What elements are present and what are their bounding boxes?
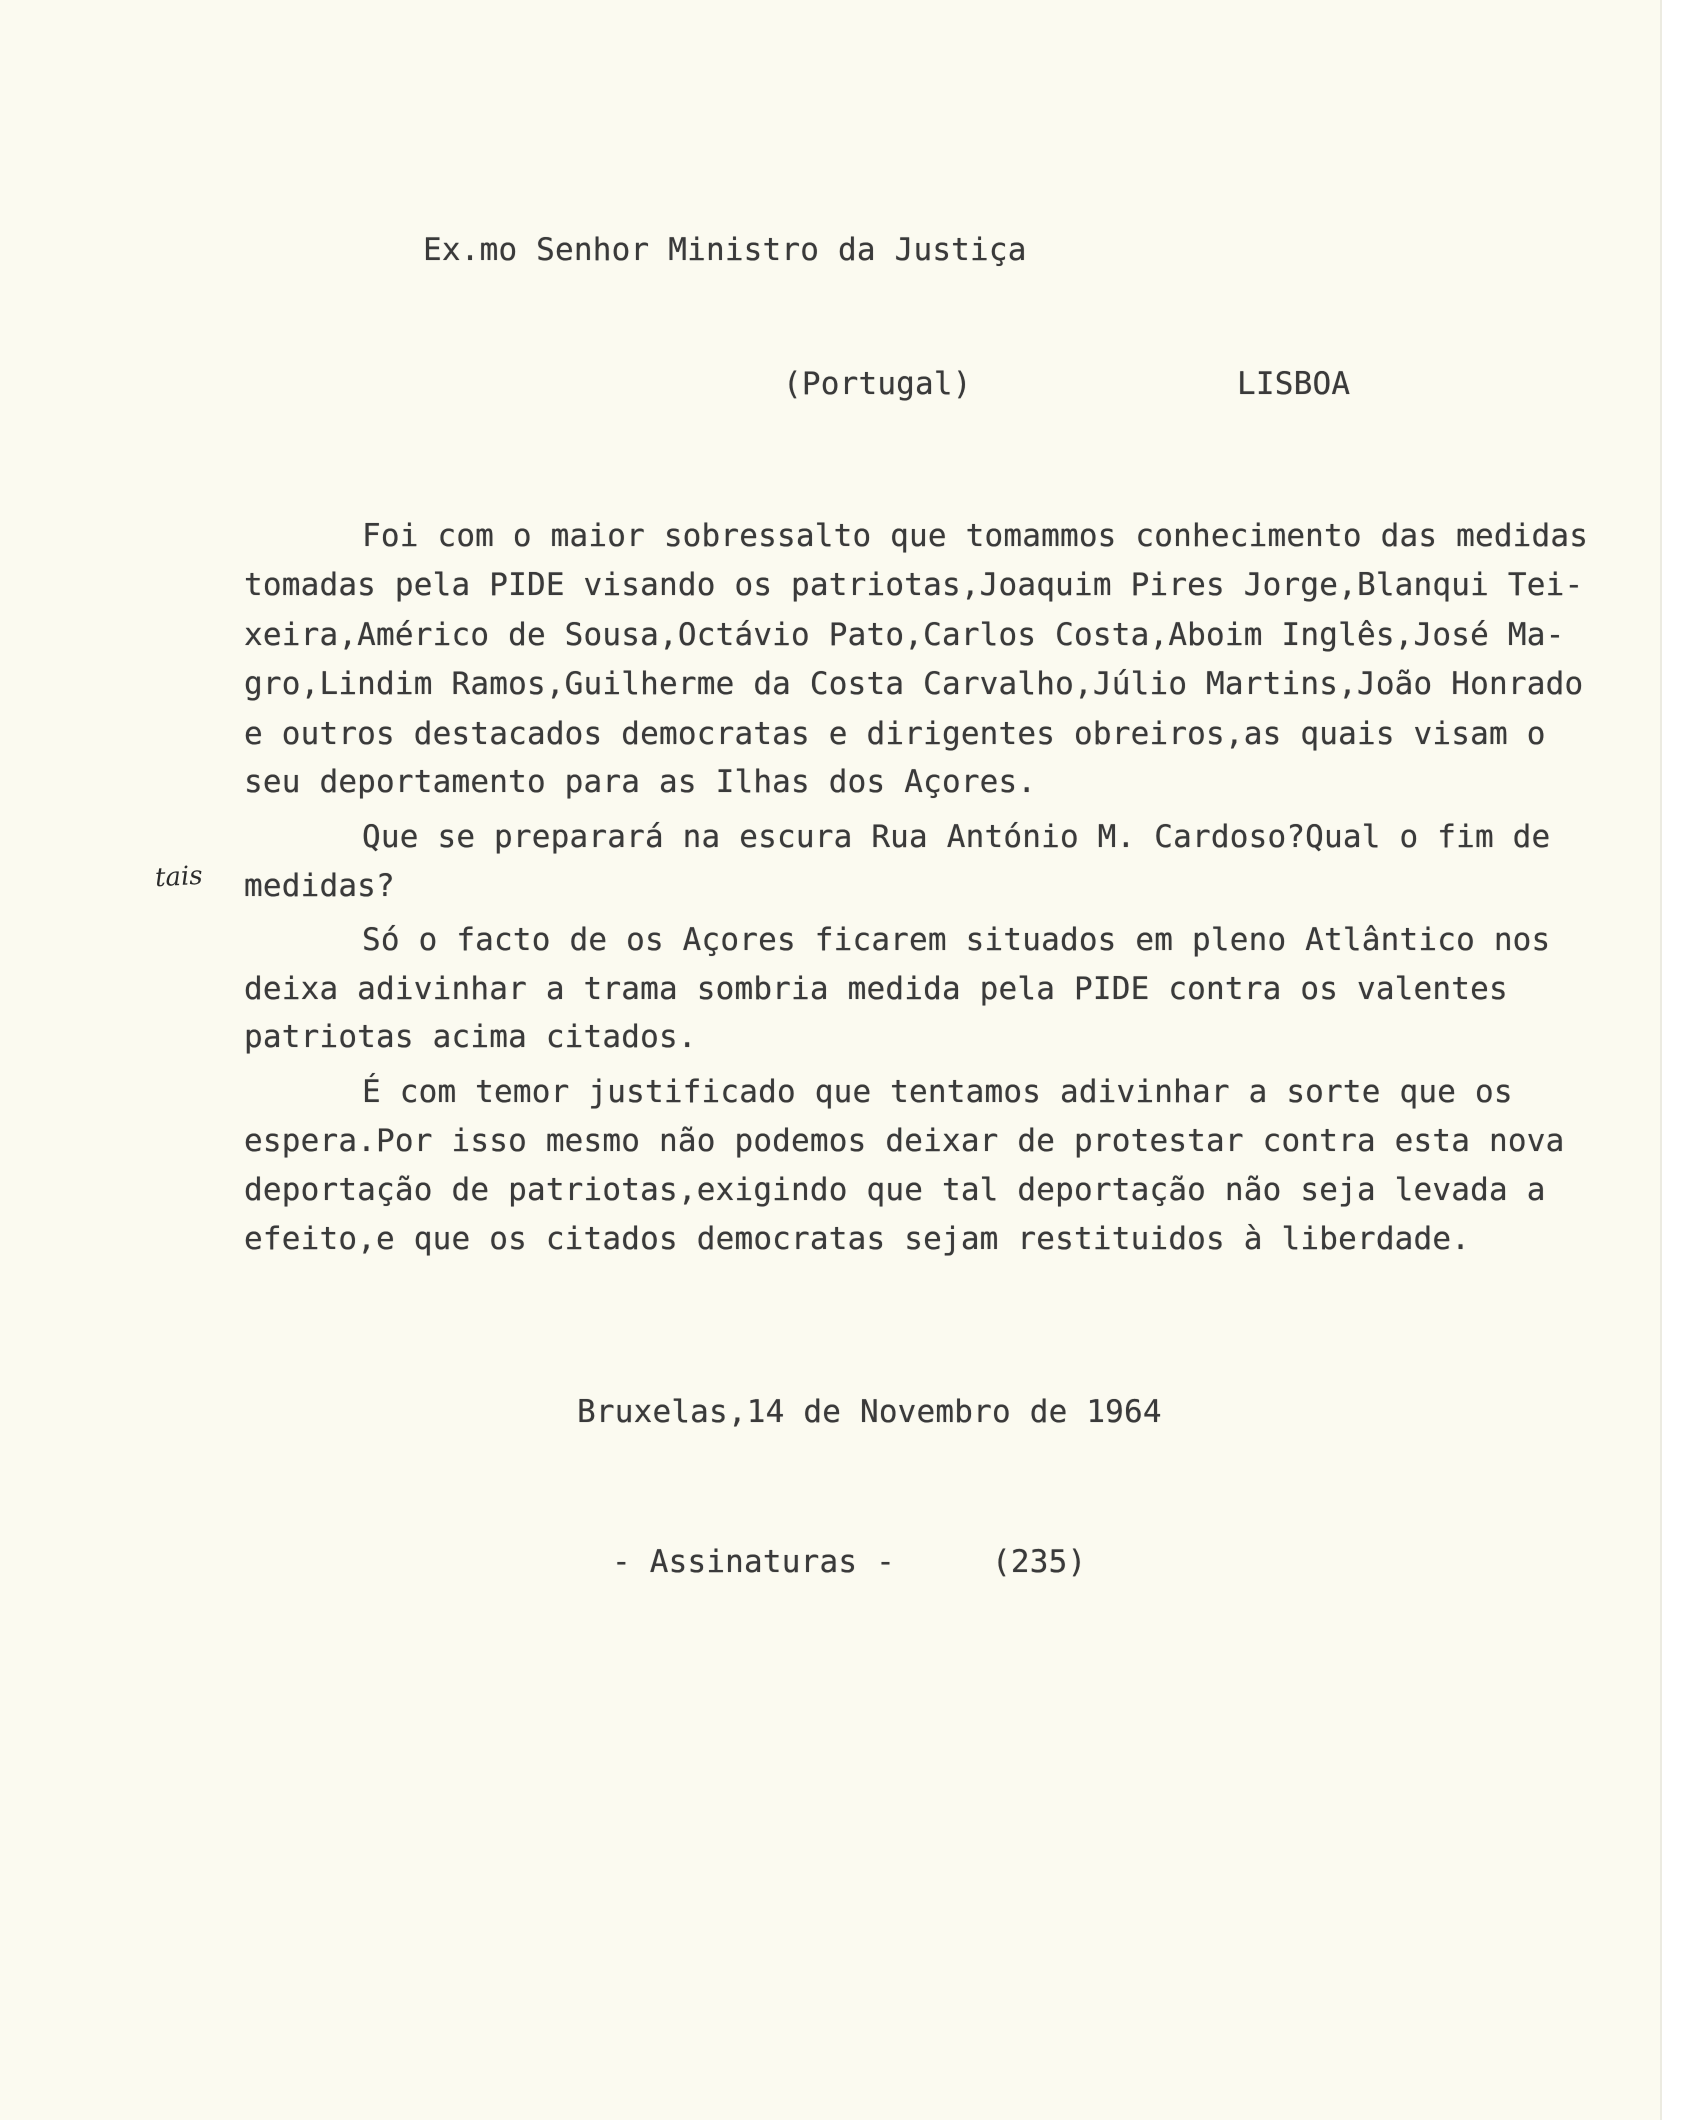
body-line: medidas? [244, 868, 395, 904]
body-line: deportação de patriotas,exigindo que tal deportação não seja levada a [244, 1172, 1546, 1208]
body-line: É com temor justificado que tentamos adivinhar a sorte que os [362, 1074, 1513, 1110]
body-line: seu deportamento para as Ilhas dos Açores. [244, 764, 1037, 800]
body-line: efeito,e que os citados democratas sejam restituidos à liberdade. [244, 1221, 1471, 1257]
body-line: Foi com o maior sobressalto que tomammos conhecimento das medidas [362, 518, 1589, 554]
page-edge [1662, 0, 1685, 2120]
addressee-line: Ex.mo Senhor Ministro da Justiça [423, 232, 1027, 268]
body-line: patriotas acima citados. [244, 1019, 697, 1055]
body-line: espera.Por isso mesmo não podemos deixar de protestar contra esta nova [244, 1123, 1565, 1159]
country-line: (Portugal) [783, 366, 972, 402]
body-line: e outros destacados democratas e dirigentes obreiros,as quais visam o [244, 716, 1546, 752]
body-line: xeira,Américo de Sousa,Octávio Pato,Carlos Costa,Aboim Inglês,José Ma- [244, 617, 1565, 653]
body-line: deixa adivinhar a trama sombria medida pela PIDE contra os valentes [244, 971, 1508, 1007]
dateline: Bruxelas,14 de Novembro de 1964 [577, 1394, 1162, 1430]
signatures-label: - Assinaturas - [612, 1544, 895, 1580]
handwritten-margin-note: tais [154, 860, 204, 894]
body-line: tomadas pela PIDE visando os patriotas,Joaquim Pires Jorge,Blanqui Tei- [244, 567, 1584, 603]
signature-count: (235) [992, 1544, 1087, 1580]
body-line: Só o facto de os Açores ficarem situados em pleno Atlântico nos [362, 922, 1551, 958]
city-line: LISBOA [1237, 366, 1351, 402]
body-line: gro,Lindim Ramos,Guilherme da Costa Carvalho,Júlio Martins,João Honrado [244, 666, 1584, 702]
body-line: Que se preparará na escura Rua António M. Cardoso?Qual o fim de [362, 819, 1551, 855]
